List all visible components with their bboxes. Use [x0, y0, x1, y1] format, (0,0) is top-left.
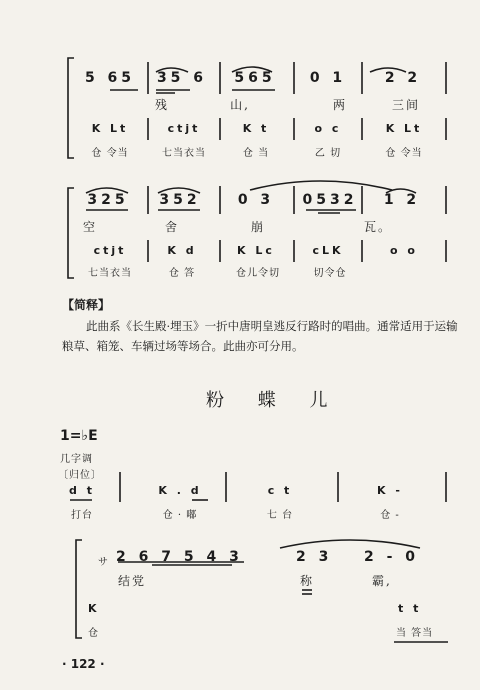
percussion-cell: cLK [312, 244, 344, 257]
lyric: 三间 [391, 98, 421, 112]
melody-cell: 352 [159, 192, 201, 208]
percussion-cell: d t [69, 484, 95, 497]
lyric: 舍 [164, 220, 180, 234]
percussion-cell: K d [167, 244, 197, 257]
percussion-cell: t t [398, 602, 422, 615]
system-bracket [68, 188, 74, 278]
melody-cell: 0 3 [237, 192, 275, 208]
lyric: 结党 [118, 574, 147, 588]
lyric: 山, [230, 98, 250, 112]
melody-cell: 325 [87, 192, 129, 208]
syllable-cell: 切令仓 [313, 268, 347, 279]
syllable-cell: 七当衣当 [162, 148, 206, 159]
melody-cell: 2 2 [384, 70, 422, 86]
meter-label: 几字调 [60, 454, 93, 465]
melody-cell: 2 6 7 5 4 3 [116, 549, 243, 565]
melody-cell: 5 65 [84, 70, 136, 86]
percussion-cell: K t [242, 122, 270, 135]
syllable-cell: 仓 [88, 628, 99, 639]
syllable-cell: 打台 [71, 510, 93, 521]
lyric: 称 [300, 574, 315, 588]
percussion-cell: K Lt [385, 122, 423, 135]
melody-cell: 565 [234, 70, 276, 86]
melody-cell: 0 1 [309, 70, 347, 86]
syllable-cell: 七当衣当 [88, 268, 132, 279]
system-bracket [76, 540, 82, 638]
cue-label: 〔归位〕 [58, 470, 102, 481]
note-text: 此曲系《长生殿·埋玉》一折中唐明皇逃反行路时的唱曲。通常适用于运输粮草、箱笼、车辆过场等场合。此曲亦可分用。 [62, 319, 458, 353]
lyric: 空 [82, 220, 98, 234]
syllable-cell: 仓 答 [168, 268, 196, 279]
syllable-cell: 仓儿令切 [236, 268, 280, 279]
syllable-cell: 仓 令当 [91, 148, 129, 159]
syllable-cell: 七 台 [266, 510, 294, 521]
syllable-cell: 仓 · 嘟 [162, 510, 198, 521]
percussion-cell: K [88, 602, 100, 615]
melody-cell: 35 6 [156, 70, 208, 86]
syllable-cell: 乙 切 [314, 148, 342, 159]
percussion-cell: o o [390, 244, 418, 257]
system-bracket [68, 58, 74, 158]
page-number: · 122 · [62, 657, 105, 671]
percussion-cell: K Lc [237, 244, 275, 257]
percussion-cell: c t [267, 484, 293, 497]
lyric: 瓦。 [363, 220, 393, 234]
syllable-cell: 仓 令当 [385, 148, 423, 159]
syllable-cell: 当 答当 [396, 628, 434, 639]
lyric: 两 [332, 98, 348, 112]
percussion-cell: K . d [158, 484, 202, 497]
syllable-cell: 仓 - [380, 510, 400, 521]
key-signature: 1=♭E [60, 428, 98, 444]
lyric: 残 [154, 98, 170, 112]
lyric: 崩 [250, 220, 266, 234]
free-meter-mark: サ [98, 557, 109, 568]
lyric: 霸, [372, 574, 392, 588]
percussion-cell: ctjt [93, 244, 127, 257]
percussion-cell: K - [377, 484, 403, 497]
song-title: 粉 蝶 儿 [206, 390, 342, 411]
melody-cell: 0532 [302, 192, 358, 208]
percussion-cell: K Lt [91, 122, 129, 135]
melody-cell: 1 2 [383, 192, 421, 208]
percussion-cell: ctjt [167, 122, 201, 135]
melody-cell: 2 - 0 [364, 549, 420, 565]
melody-cell: 2 3 [296, 549, 333, 565]
percussion-cell: o c [314, 122, 342, 135]
note-heading: 【简释】 [62, 298, 111, 312]
syllable-cell: 仓 当 [242, 148, 270, 159]
